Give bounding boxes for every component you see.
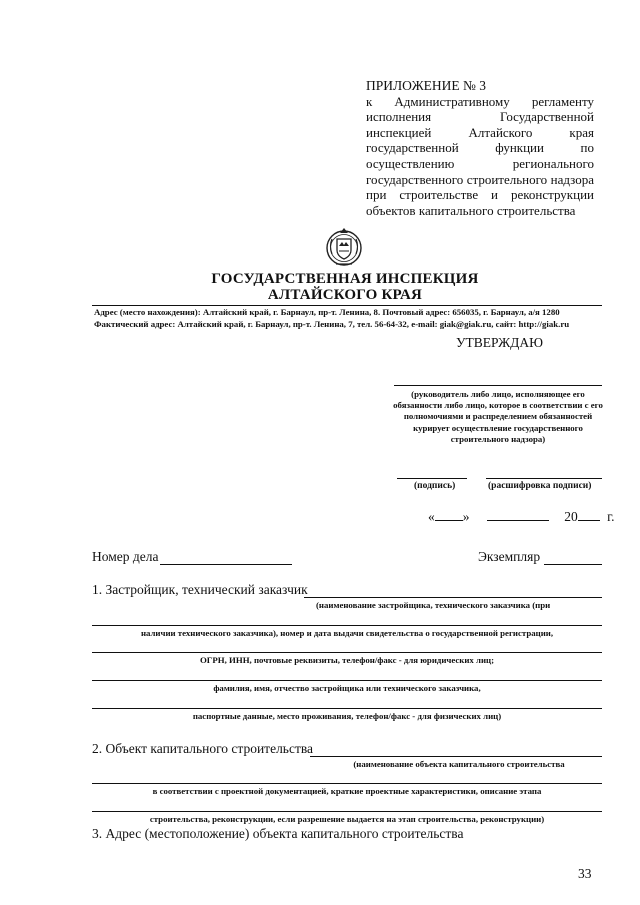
copy-line bbox=[544, 564, 602, 565]
approver-note: (руководитель либо лицо, исполняющее его обязанности либо лицо, которое в соответствии с его полномочиями и распределением обязанностей курирует осуществление государственного строительного надзора) bbox=[393, 389, 603, 444]
object-line bbox=[310, 756, 602, 757]
developer-line-3 bbox=[92, 652, 602, 653]
approval-heading: УТВЕРЖДАЮ bbox=[456, 335, 544, 350]
date-open-quote: « bbox=[428, 509, 435, 524]
object-address-label: 3. Адрес (местоположение) объекта капитального строительства bbox=[92, 826, 464, 841]
developer-line-4 bbox=[92, 680, 602, 681]
developer-line-5 bbox=[92, 708, 602, 709]
organization-name-line2: АЛТАЙСКОГО КРАЯ bbox=[267, 287, 423, 303]
developer-caption-3: ОГРН, ИНН, почтовые реквизиты, телефон/факс - для юридических лиц; bbox=[199, 655, 495, 665]
appendix-title: ПРИЛОЖЕНИЕ № 3 bbox=[366, 78, 487, 93]
page-number: 33 bbox=[578, 866, 592, 881]
developer-label: 1. Застройщик, технический заказчик bbox=[92, 582, 308, 597]
organization-name bbox=[200, 271, 490, 303]
signature-label: (подпись) bbox=[414, 481, 456, 491]
object-line-3 bbox=[92, 811, 602, 812]
year-suffix: г. bbox=[607, 509, 615, 524]
legal-address: Адрес (место нахождения): Алтайский край, г. Барнаул, пр-т. Ленина, 8. Почтовый адрес: 656035, г. Барнаул, а/я 1280 bbox=[94, 307, 560, 317]
year-blank bbox=[578, 508, 600, 521]
developer-caption-4: фамилия, имя, отчество застройщика или технического заказчика, bbox=[213, 683, 481, 693]
appendix-header bbox=[366, 78, 594, 218]
developer-caption-1: (наименование застройщика, технического заказчика (при bbox=[316, 600, 551, 610]
object-caption-2: в соответствии с проектной документацией, краткие проектные характеристики, описание этапа bbox=[152, 786, 542, 796]
day-blank bbox=[435, 508, 463, 521]
developer-line bbox=[304, 597, 602, 598]
actual-address: Фактический адрес: Алтайский край, г. Барнаул, пр-т. Ленина, 7, тел. 56-64-32, e-mail: giak@giak.ru, сайт: http://giak.ru bbox=[94, 319, 570, 329]
developer-caption-5: паспортные данные, место проживания, телефон/факс - для физических лиц) bbox=[192, 711, 502, 721]
case-number-label: Номер дела bbox=[92, 549, 159, 564]
organization-name-line1: ГОСУДАРСТВЕННАЯ ИНСПЕКЦИЯ bbox=[211, 271, 479, 287]
approval-date bbox=[428, 508, 615, 525]
case-number-line bbox=[160, 564, 292, 565]
year-prefix: 20 bbox=[564, 509, 578, 524]
header-divider bbox=[92, 305, 602, 306]
developer-line-2 bbox=[92, 625, 602, 626]
date-close-quote: » bbox=[462, 509, 470, 524]
developer-caption-2: наличии технического заказчика), номер и дата выдачи свидетельства о государственной регистрации, bbox=[140, 628, 554, 638]
object-caption-1: (наименование объекта капитального строительства bbox=[353, 759, 565, 769]
decoding-line bbox=[486, 478, 602, 479]
appendix-text: к Административному регламенту исполнения Государственной инспекцией Алтайского края государственной функции по осуществлению регионального государственного строительного надзора при строительстве и реконструкции объектов капитального строительства bbox=[366, 93, 594, 218]
object-label: 2. Объект капитального строительства bbox=[92, 741, 314, 756]
object-caption-3: строительства, реконструкции, если разрешение выдается на этап строительства, реконструкции) bbox=[149, 814, 545, 824]
coat-of-arms-icon bbox=[324, 224, 364, 270]
approver-name-line bbox=[394, 385, 602, 386]
month-blank bbox=[487, 508, 549, 521]
object-line-2 bbox=[92, 783, 602, 784]
copy-label: Экземпляр bbox=[478, 549, 541, 564]
decoding-label: (расшифровка подписи) bbox=[488, 481, 592, 491]
signature-line bbox=[397, 478, 467, 479]
